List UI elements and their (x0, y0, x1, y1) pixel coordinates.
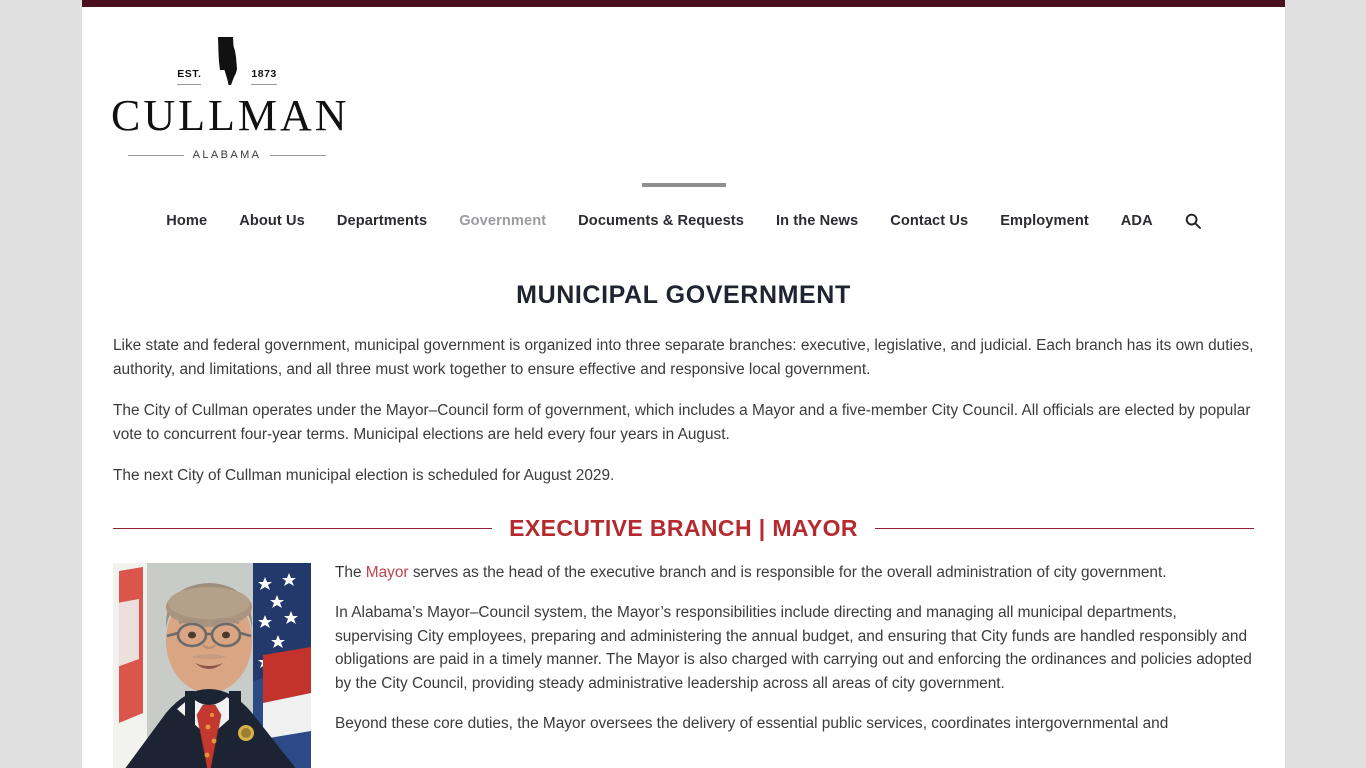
mayor-paragraph-2: In Alabama’s Mayor–Council system, the Mayor’s responsibilities include directing and managing all municipal departments, supervising City employees, preparing and administering the annual budget, and ensuring that City funds are handled responsibly and obligations are paid in a timely manner. The Mayor is also charged with carrying out and enforcing the ordinances and policies adopted by the City Council, providing steady administrative leadership across all areas of city government. (335, 604, 1252, 692)
mayor-p1-prefix: The (335, 563, 366, 581)
logo-state-name: ALABAMA (192, 149, 262, 161)
intro-paragraph-3: The next City of Cullman municipal election is scheduled for August 2029. (113, 467, 615, 484)
mayor-portrait-photo (113, 563, 311, 768)
intro-paragraph-2: The City of Cullman operates under the Mayor–Council form of government, which includes a Mayor and a five-member City Council. All officials are elected by popular vote to concurrent four-year terms. Municipal elections are held every four years in August. (113, 402, 1251, 443)
nav-item-ada[interactable]: ADA (1120, 213, 1153, 229)
nav-top-divider (642, 183, 726, 187)
logo-crest-row (111, 37, 343, 85)
logo-rule-left (128, 155, 184, 156)
page-container (82, 0, 1285, 768)
logo-year-label: 1873 (251, 67, 276, 85)
site-logo[interactable] (111, 37, 350, 161)
mayor-p1-suffix: serves as the head of the executive branch and is responsible for the overall administration of city government. (408, 563, 1167, 581)
nav-item-documents-requests[interactable]: Documents & Requests (578, 213, 744, 229)
executive-branch-body (113, 561, 1254, 736)
page-title: MUNICIPAL GOVERNMENT (516, 281, 851, 309)
section-rule-left (113, 528, 492, 529)
mayor-paragraph-3: Beyond these core duties, the Mayor oversees the delivery of essential public services, coordinates intergovernmental and (335, 715, 1169, 732)
nav-item-employment[interactable]: Employment (1000, 213, 1089, 229)
nav-item-about-us[interactable]: About Us (239, 213, 305, 229)
alabama-state-outline-icon (209, 37, 243, 85)
nav-item-departments[interactable]: Departments (336, 213, 428, 229)
top-accent-bar (82, 0, 1285, 7)
nav-item-government[interactable]: Government (459, 213, 547, 229)
main-navigation (82, 213, 1285, 235)
main-content (82, 281, 1285, 736)
nav-item-in-the-news[interactable]: In the News (775, 213, 859, 229)
nav-item-home[interactable]: Home (166, 213, 208, 229)
mayor-link[interactable]: Mayor (365, 563, 409, 581)
executive-branch-heading: EXECUTIVE BRANCH | MAYOR (509, 514, 858, 541)
logo-city-name: CULLMAN (111, 91, 350, 140)
site-header (82, 7, 1285, 235)
executive-branch-section-header (113, 515, 1254, 542)
section-rule-right (875, 528, 1254, 529)
intro-paragraph-1: Like state and federal government, municipal government is organized into three separate branches: executive, legislative, and judicial. Each branch has its own duties, authority, and limitations, and all three must work together to ensure effective and responsive local government. (113, 337, 1254, 378)
search-icon[interactable] (1185, 213, 1201, 229)
nav-item-contact-us[interactable]: Contact Us (890, 213, 969, 229)
logo-state-row (111, 149, 343, 161)
logo-est-label: EST. (177, 67, 201, 85)
logo-rule-right (270, 155, 326, 156)
